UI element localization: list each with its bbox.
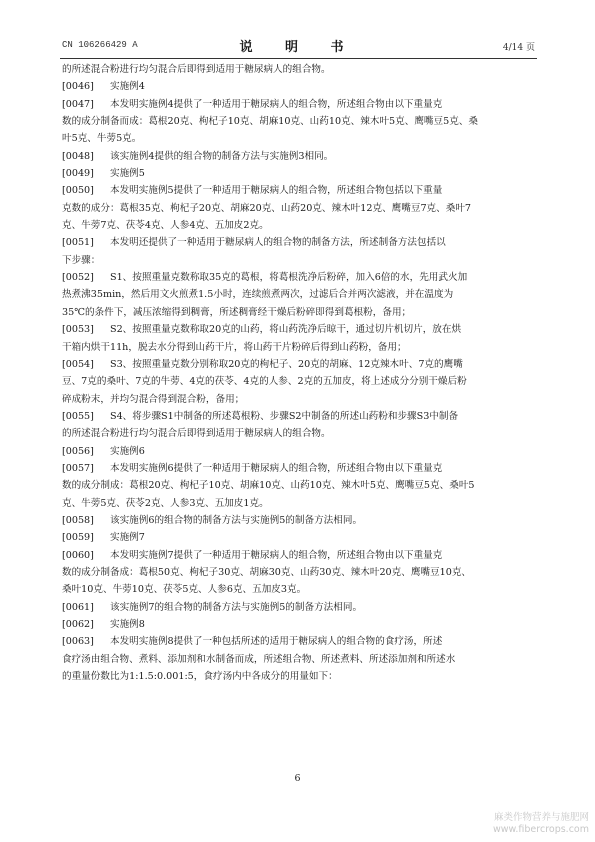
line-text: 的所述混合粉进行均匀混合后即得到适用于糖尿病人的组合物。 (62, 64, 331, 75)
line-text: 食疗汤由组合物、煮料、添加剂和水制备而成，所述组合物、所述煮料、所述添加剂和所述水 (62, 653, 456, 665)
line-text: 碎成粉末，并均匀混合得到混合粉，备用； (62, 393, 245, 405)
line-text: 数的成分制成：葛根20克、枸杞子10克、胡麻10克、山药10克、辣木叶5克、鹰嘴豆5克、桑叶5 (62, 480, 475, 492)
text-line (62, 130, 535, 147)
line-text: 实施例4 (110, 81, 145, 93)
paragraph-number: [0059] (62, 532, 94, 544)
line-text: 豆、7克的桑叶、7克的牛蒡、4克的茯苓、4克的人参、2克的五加皮，将上述成分分别干燥后粉 (62, 376, 467, 388)
line-text: 实施例5 (110, 168, 145, 180)
header-divider (60, 58, 537, 59)
text-line (62, 304, 535, 321)
text-line (62, 78, 535, 95)
text-line (62, 581, 535, 598)
line-text: 该实施例4提供的组合物的制备方法与实施例3相同。 (110, 150, 334, 162)
line-text: 克、牛蒡7克、茯苓4克、人参4克、五加皮2克。 (62, 220, 269, 232)
line-text: 实施例6 (110, 445, 145, 457)
text-line (62, 165, 535, 182)
text-line (62, 96, 535, 113)
line-text: 数的成分制备成：葛根50克、枸杞子30克、胡麻30克、山药30克、辣木叶20克、鹰嘴豆10克、 (62, 566, 472, 578)
text-line (62, 148, 535, 165)
line-text: 本发明实施例6提供了一种适用于糖尿病人的组合物，所述组合物由以下重量克 (110, 462, 443, 474)
paragraph-number: [0048] (62, 150, 94, 162)
line-text: 35℃的条件下，减压浓缩得到稠膏，所述稠膏经干燥后粉碎即得到葛根粉，备用； (62, 306, 412, 318)
document-title: 说 明 书 (239, 40, 358, 55)
paragraph-number: [0052] (62, 272, 94, 284)
text-line (62, 373, 535, 390)
line-text: 本发明还提供了一种适用于糖尿病人的组合物的制备方法，所述制备方法包括以 (110, 237, 446, 249)
line-text: 数的成分制备而成：葛根20克、枸杞子10克、胡麻10克、山药10克、辣木叶5克、鹰嘴豆5克、桑 (62, 116, 479, 128)
text-line (62, 616, 535, 633)
text-line (62, 564, 535, 581)
paragraph-number: [0057] (62, 462, 94, 474)
line-text: 实施例7 (110, 532, 145, 544)
line-text: 的所述混合粉进行均匀混合后即得到适用于糖尿病人的组合物。 (62, 428, 331, 440)
paragraph-number: [0056] (62, 445, 94, 457)
text-line (62, 217, 535, 234)
line-text: S4、将步骤S1中制备的所述葛根粉、步骤S2中制备的所述山药粉和步骤S3中制备 (110, 410, 459, 422)
page-header (62, 36, 535, 56)
text-line (62, 443, 535, 460)
page-counter: 4/14 页 (502, 43, 535, 53)
line-text: 本发明实施例5提供了一种适用于糖尿病人的组合物，所述组合物包括以下重量 (110, 185, 443, 197)
text-line (62, 339, 535, 356)
text-line (62, 269, 535, 286)
text-line (62, 651, 535, 668)
line-text: 桑叶10克、牛蒡10克、茯苓5克、人参6克、五加皮3克。 (62, 584, 307, 596)
paragraph-number: [0047] (62, 98, 94, 110)
line-text: 热煮沸35min，然后用文火煎煮1.5小时，连续煎煮两次，过滤后合并两次滤液，并在温度为 (62, 289, 454, 301)
text-line (62, 286, 535, 303)
paragraph-number: [0054] (62, 358, 94, 370)
text-line (62, 200, 535, 217)
line-text: 本发明实施例4提供了一种适用于糖尿病人的组合物，所述组合物由以下重量克 (110, 98, 443, 110)
paragraph-number: [0061] (62, 601, 94, 613)
paragraph-number: [0050] (62, 185, 94, 197)
watermark (493, 812, 589, 836)
text-line (62, 234, 535, 251)
text-line (62, 529, 535, 546)
paragraph-number: [0063] (62, 636, 94, 648)
text-line (62, 252, 535, 269)
line-text: 该实施例7的组合物的制备方法与实施例5的制备方法相同。 (110, 601, 363, 613)
text-line (62, 408, 535, 425)
text-line (62, 547, 535, 564)
patent-number: CN 106266429 A (62, 40, 138, 50)
line-text: 克数的成分：葛根35克、枸杞子20克、胡麻20克、山药20克、辣木叶12克、鹰嘴豆7克、桑叶7 (62, 202, 472, 214)
text-line (62, 512, 535, 529)
text-line (62, 321, 535, 338)
line-text: 实施例8 (110, 619, 145, 630)
line-text: 该实施例6的组合物的制备方法与实施例5的制备方法相同。 (110, 514, 363, 526)
text-line (62, 356, 535, 373)
line-text: S3、按照重量克数分别称取20克的枸杞子、20克的胡麻、12克辣木叶、7克的鹰嘴 (110, 358, 463, 370)
text-line (62, 668, 535, 685)
page-number: 6 (294, 773, 301, 784)
line-text: 下步骤： (62, 254, 101, 266)
paragraph-number: [0046] (62, 81, 94, 93)
text-line (62, 460, 535, 477)
document-body (62, 61, 535, 685)
text-line (62, 113, 535, 130)
paragraph-number: [0060] (62, 549, 94, 561)
paragraph-number: [0051] (62, 237, 94, 249)
watermark-site-name: 麻类作物营养与施肥网 (493, 812, 589, 823)
text-line (62, 495, 535, 512)
line-text: S2、按照重量克数称取20克的山药，将山药洗净后晾干，通过切片机切片，放在烘 (110, 324, 462, 336)
text-line (62, 182, 535, 199)
line-text: S1、按照重量克数称取35克的葛根，将葛根洗净后粉碎，加入6倍的水，先用武火加 (110, 272, 468, 284)
watermark-url: www.fibercrops.com (492, 824, 589, 835)
paragraph-number: [0049] (62, 168, 94, 180)
line-text: 的重量份数比为1:1.5:0.001:5，食疗汤内中各成分的用量如下： (62, 671, 338, 683)
text-line (62, 599, 535, 616)
line-text: 克、牛蒡5克、茯苓2克、人参3克、五加皮1克。 (62, 497, 269, 509)
paragraph-number: [0062] (62, 619, 94, 630)
line-text: 叶5克、牛蒡5克。 (62, 133, 142, 145)
text-line (62, 425, 535, 442)
paragraph-number: [0055] (62, 410, 94, 422)
line-text: 本发明实施例7提供了一种适用于糖尿病人的组合物，所述组合物由以下重量克 (110, 549, 443, 561)
text-line (62, 633, 535, 650)
text-line (62, 391, 535, 408)
text-line (62, 61, 535, 78)
paragraph-number: [0058] (62, 514, 94, 526)
line-text: 本发明实施例8提供了一种包括所述的适用于糖尿病人的组合物的食疗汤，所述 (110, 636, 443, 648)
paragraph-number: [0053] (62, 324, 94, 336)
line-text: 干箱内烘干11h，脱去水分得到山药干片，将山药干片粉碎后得到山药粉，备用； (62, 341, 407, 353)
text-line (62, 477, 535, 494)
